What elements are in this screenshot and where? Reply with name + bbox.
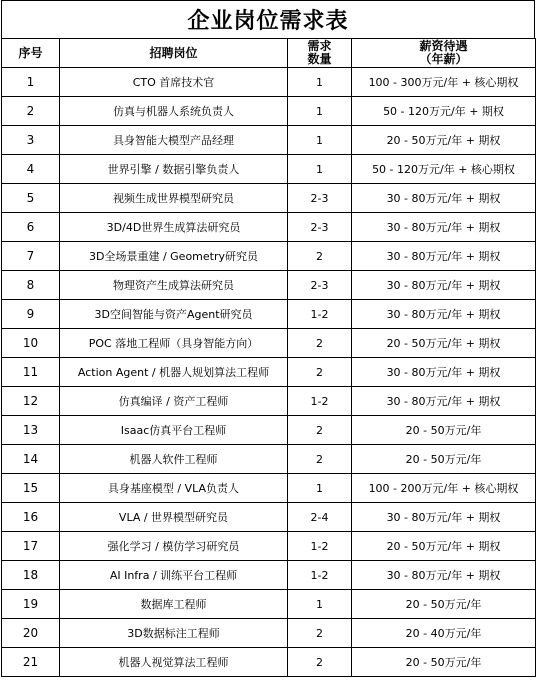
cell-count: 2 xyxy=(288,242,352,271)
table-row xyxy=(2,416,536,445)
cell-salary: 30 - 80万元/年 + 期权 xyxy=(352,271,536,300)
cell-count: 2 xyxy=(288,358,352,387)
cell-count: 1 xyxy=(288,474,352,503)
header-salary-line2: （年薪） xyxy=(419,52,468,66)
cell-count: 2-3 xyxy=(288,213,352,242)
cell-count: 1 xyxy=(288,68,352,97)
table-row xyxy=(2,648,536,677)
cell-salary: 100 - 200万元/年 + 核心期权 xyxy=(352,474,536,503)
table-row xyxy=(2,474,536,503)
header-row xyxy=(2,39,536,68)
cell-position: 具身基座模型 / VLA负责人 xyxy=(60,474,288,503)
table-row xyxy=(2,126,536,155)
cell-position: CTO 首席技术官 xyxy=(60,68,288,97)
cell-position: 机器人软件工程师 xyxy=(60,445,288,474)
cell-salary: 30 - 80万元/年 + 期权 xyxy=(352,503,536,532)
cell-salary: 30 - 80万元/年 + 期权 xyxy=(352,358,536,387)
cell-position: 机器人视觉算法工程师 xyxy=(60,648,288,677)
cell-count: 2 xyxy=(288,619,352,648)
cell-position: VLA / 世界模型研究员 xyxy=(60,503,288,532)
table-row xyxy=(2,503,536,532)
header-count-line2: 数量 xyxy=(307,52,332,66)
cell-position: AI Infra / 训练平台工程师 xyxy=(60,561,288,590)
cell-count: 2 xyxy=(288,329,352,358)
cell-no: 10 xyxy=(2,329,60,358)
cell-salary: 30 - 80万元/年 + 期权 xyxy=(352,213,536,242)
cell-count: 2-3 xyxy=(288,271,352,300)
cell-count: 1-2 xyxy=(288,387,352,416)
cell-no: 17 xyxy=(2,532,60,561)
cell-position: 仿真与机器人系统负责人 xyxy=(60,97,288,126)
cell-count: 1 xyxy=(288,155,352,184)
cell-count: 2 xyxy=(288,648,352,677)
cell-position: 3D全场景重建 / Geometry研究员 xyxy=(60,242,288,271)
cell-no: 13 xyxy=(2,416,60,445)
header-salary-line1: 薪资待遇 xyxy=(419,39,468,53)
cell-no: 20 xyxy=(2,619,60,648)
header-no: 序号 xyxy=(2,39,60,68)
cell-no: 19 xyxy=(2,590,60,619)
cell-no: 21 xyxy=(2,648,60,677)
cell-position: 数据库工程师 xyxy=(60,590,288,619)
cell-position: Isaac仿真平台工程师 xyxy=(60,416,288,445)
cell-no: 16 xyxy=(2,503,60,532)
cell-no: 9 xyxy=(2,300,60,329)
cell-no: 1 xyxy=(2,68,60,97)
requirements-table xyxy=(1,38,536,677)
table-row xyxy=(2,619,536,648)
table-row xyxy=(2,242,536,271)
cell-no: 14 xyxy=(2,445,60,474)
cell-no: 8 xyxy=(2,271,60,300)
cell-position: 强化学习 / 模仿学习研究员 xyxy=(60,532,288,561)
cell-no: 3 xyxy=(2,126,60,155)
cell-position: 仿真编译 / 资产工程师 xyxy=(60,387,288,416)
cell-count: 2-4 xyxy=(288,503,352,532)
cell-count: 1-2 xyxy=(288,561,352,590)
cell-salary: 20 - 50万元/年 xyxy=(352,416,536,445)
cell-position: 物理资产生成算法研究员 xyxy=(60,271,288,300)
cell-salary: 20 - 50万元/年 + 期权 xyxy=(352,126,536,155)
table-row xyxy=(2,561,536,590)
header-salary xyxy=(352,39,536,68)
cell-salary: 30 - 80万元/年 + 期权 xyxy=(352,242,536,271)
cell-position: 视频生成世界模型研究员 xyxy=(60,184,288,213)
table-row xyxy=(2,300,536,329)
table-row xyxy=(2,358,536,387)
header-count xyxy=(288,39,352,68)
cell-position: 世界引擎 / 数据引擎负责人 xyxy=(60,155,288,184)
cell-no: 11 xyxy=(2,358,60,387)
table-row xyxy=(2,213,536,242)
cell-salary: 20 - 50万元/年 xyxy=(352,590,536,619)
cell-count: 2 xyxy=(288,445,352,474)
cell-salary: 50 - 120万元/年 + 期权 xyxy=(352,97,536,126)
cell-salary: 30 - 80万元/年 + 期权 xyxy=(352,387,536,416)
table-row xyxy=(2,387,536,416)
cell-position: 具身智能大模型产品经理 xyxy=(60,126,288,155)
cell-salary: 50 - 120万元/年 + 核心期权 xyxy=(352,155,536,184)
cell-count: 2-3 xyxy=(288,184,352,213)
cell-position: 3D/4D世界生成算法研究员 xyxy=(60,213,288,242)
cell-salary: 20 - 50万元/年 xyxy=(352,445,536,474)
cell-salary: 30 - 80万元/年 + 期权 xyxy=(352,184,536,213)
cell-count: 1 xyxy=(288,126,352,155)
cell-salary: 30 - 80万元/年 + 期权 xyxy=(352,300,536,329)
cell-salary: 20 - 50万元/年 + 期权 xyxy=(352,532,536,561)
table-row xyxy=(2,68,536,97)
table-row xyxy=(2,184,536,213)
cell-no: 5 xyxy=(2,184,60,213)
table-row xyxy=(2,590,536,619)
cell-count: 1-2 xyxy=(288,300,352,329)
table-row xyxy=(2,271,536,300)
cell-salary: 30 - 80万元/年 + 期权 xyxy=(352,561,536,590)
cell-salary: 20 - 50万元/年 xyxy=(352,648,536,677)
cell-no: 2 xyxy=(2,97,60,126)
table-row xyxy=(2,155,536,184)
cell-salary: 20 - 40万元/年 xyxy=(352,619,536,648)
table-row xyxy=(2,329,536,358)
cell-no: 12 xyxy=(2,387,60,416)
cell-count: 1 xyxy=(288,97,352,126)
table-body xyxy=(2,68,536,677)
cell-count: 2 xyxy=(288,416,352,445)
cell-position: 3D数据标注工程师 xyxy=(60,619,288,648)
cell-salary: 20 - 50万元/年 + 期权 xyxy=(352,329,536,358)
cell-position: 3D空间智能与资产Agent研究员 xyxy=(60,300,288,329)
table-row xyxy=(2,445,536,474)
cell-count: 1-2 xyxy=(288,532,352,561)
cell-no: 7 xyxy=(2,242,60,271)
cell-no: 6 xyxy=(2,213,60,242)
table-title: 企业岗位需求表 xyxy=(1,0,535,38)
table-row xyxy=(2,97,536,126)
header-position: 招聘岗位 xyxy=(60,39,288,68)
cell-position: Action Agent / 机器人规划算法工程师 xyxy=(60,358,288,387)
cell-no: 4 xyxy=(2,155,60,184)
cell-salary: 100 - 300万元/年 + 核心期权 xyxy=(352,68,536,97)
cell-no: 18 xyxy=(2,561,60,590)
cell-no: 15 xyxy=(2,474,60,503)
cell-count: 1 xyxy=(288,590,352,619)
header-count-line1: 需求 xyxy=(307,39,332,53)
table-row xyxy=(2,532,536,561)
cell-position: POC 落地工程师（具身智能方向） xyxy=(60,329,288,358)
